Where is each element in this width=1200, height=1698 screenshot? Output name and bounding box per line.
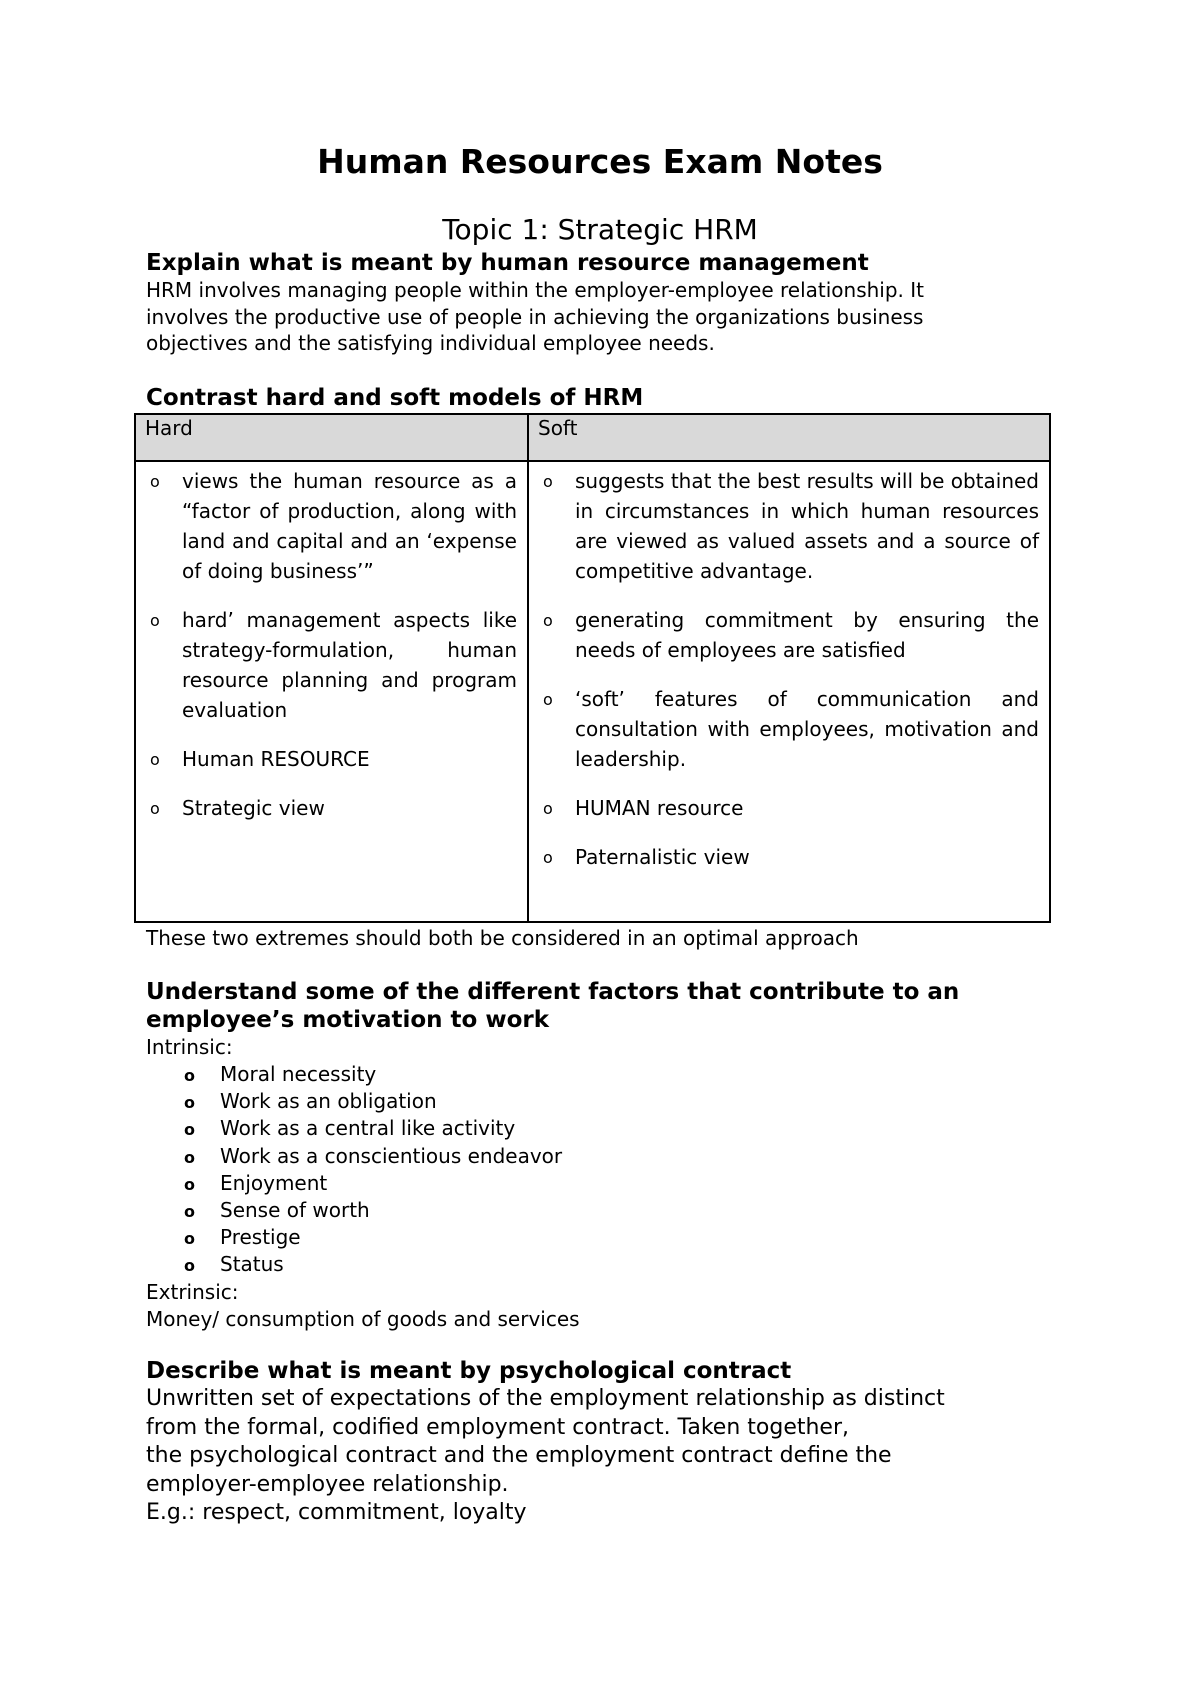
- hard-column-header: Hard: [145, 416, 193, 440]
- list-item: o Work as a conscientious endeavor: [146, 1143, 1066, 1170]
- psych-line: the psychological contract and the employment contract define the: [146, 1443, 892, 1468]
- hrm-line: involves the productive use of people in achieving the organizations business: [146, 304, 924, 329]
- soft-item: o generating commitment by ensuring the needs of employees are satisfied: [529, 605, 1039, 665]
- hrm-section: [146, 249, 1066, 357]
- list-item: o Work as a central like activity: [146, 1115, 1066, 1142]
- hard-item: o Strategic view: [136, 793, 517, 823]
- list-item: o Moral necessity: [146, 1061, 1066, 1088]
- list-item: o Prestige: [146, 1224, 1066, 1251]
- intrinsic-list: [146, 1061, 1066, 1279]
- psych-line: employer-employee relationship.: [146, 1471, 509, 1497]
- psych-line: Unwritten set of expectations of the employment relationship as distinct: [146, 1386, 945, 1411]
- models-note-block: [146, 925, 1066, 952]
- soft-column-header: Soft: [538, 416, 578, 440]
- motivation-section: [146, 978, 1066, 1333]
- hard-item: o hard’ management aspects like strategy-formulation, human resource planning and program evaluation: [136, 605, 517, 725]
- hard-item: o Human RESOURCE: [136, 744, 517, 774]
- models-note: These two extremes should both be considered in an optimal approach: [146, 926, 859, 950]
- topic-heading: Topic 1: Strategic HRM: [442, 213, 758, 246]
- list-item: o Work as an obligation: [146, 1088, 1066, 1115]
- psych-contract-section: [146, 1357, 1066, 1528]
- psych-line: E.g.: respect, commitment, loyalty: [146, 1500, 527, 1525]
- hard-column: [136, 466, 517, 842]
- hard-soft-table: [134, 413, 1051, 923]
- soft-column: [529, 466, 1039, 891]
- soft-item: o suggests that the best results will be obtained in circumstances in which human resources are viewed as valued assets and a source of competitive advantage.: [529, 466, 1039, 586]
- hrm-heading: Explain what is meant by human resource management: [146, 250, 869, 276]
- motivation-heading-line: employee’s motivation to work: [146, 1007, 550, 1033]
- list-item: o Sense of worth: [146, 1197, 1066, 1224]
- soft-item: o HUMAN resource: [529, 793, 1039, 823]
- extrinsic-text: Money/ consumption of goods and services: [146, 1306, 580, 1331]
- list-item: o Status: [146, 1251, 1066, 1278]
- psych-line: from the formal, codified employment contract. Taken together,: [146, 1414, 849, 1440]
- extrinsic-label: Extrinsic:: [146, 1279, 239, 1304]
- hrm-line: HRM involves managing people within the employer-employee relationship. It: [146, 278, 924, 302]
- psych-heading: Describe what is meant by psychological contract: [146, 1358, 792, 1384]
- table-header-row: [136, 415, 1049, 462]
- soft-item: o ‘soft’ features of communication and consultation with employees, motivation and leadership.: [529, 684, 1039, 774]
- soft-item: o Paternalistic view: [529, 842, 1039, 872]
- hard-item: o views the human resource as a “factor of production, along with land and capital and an ‘expense of doing business’”: [136, 466, 517, 586]
- models-section: [146, 384, 1066, 412]
- motivation-heading-line: Understand some of the different factors that contribute to an: [146, 979, 960, 1005]
- intrinsic-label: Intrinsic:: [146, 1035, 233, 1059]
- hrm-line: objectives and the satisfying individual employee needs.: [146, 331, 715, 355]
- document-title: Human Resources Exam Notes: [317, 142, 883, 181]
- models-heading: Contrast hard and soft models of HRM: [146, 385, 644, 411]
- list-item: o Enjoyment: [146, 1170, 1066, 1197]
